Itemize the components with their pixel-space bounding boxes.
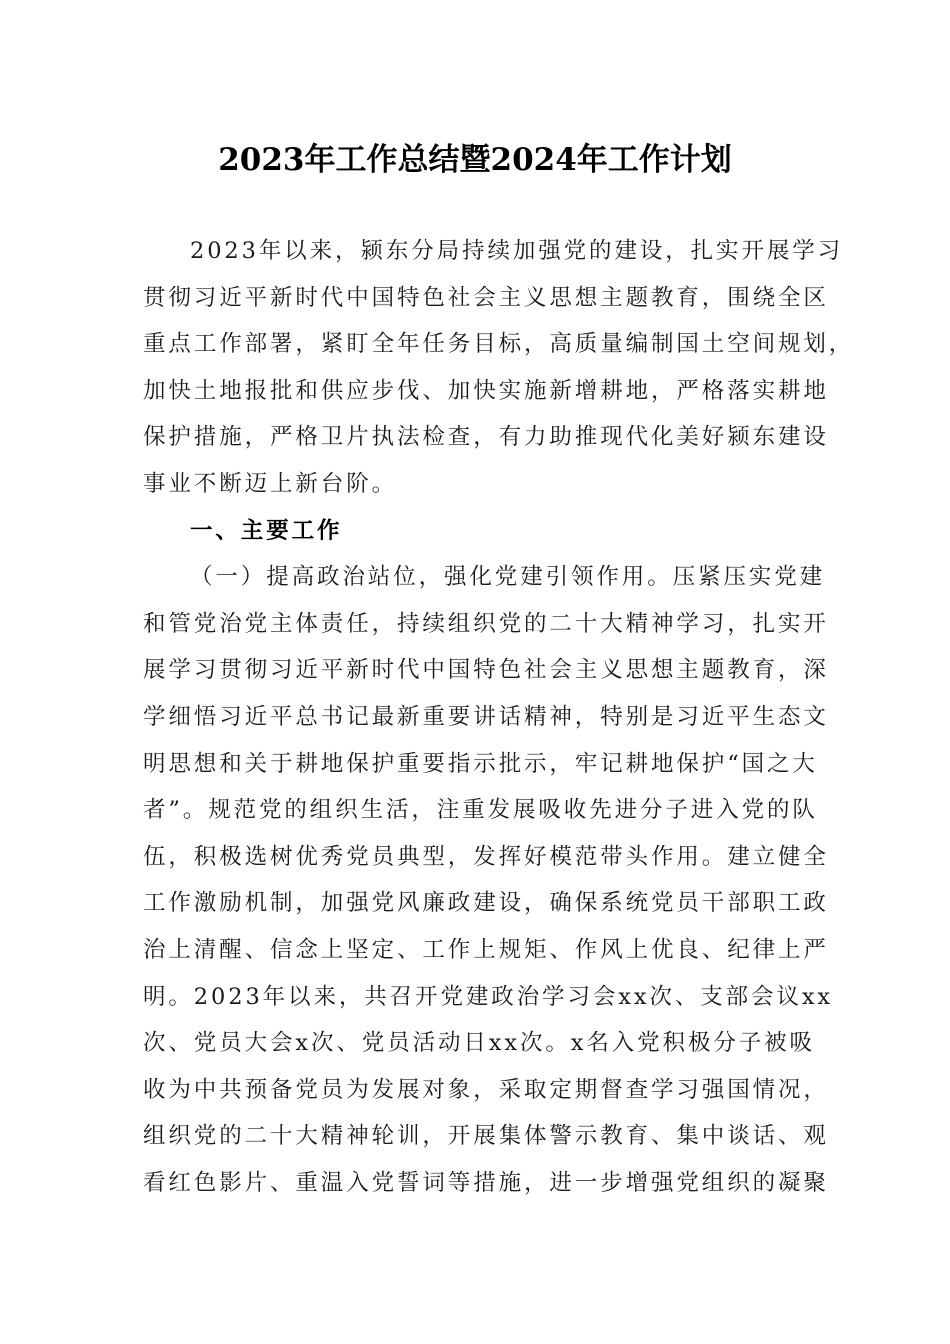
paragraph-line: 重点工作部署，紧盯全年任务目标，高质量编制国土空间规划，: [143, 331, 855, 358]
paragraph-line: 贯彻习近平新时代中国特色社会主义思想主题教育，围绕全区: [143, 284, 829, 311]
paragraph-line: 次、党员大会x次、党员活动日xx次。x名入党积极分子被吸: [143, 1030, 815, 1057]
paragraph-line: 保护措施，严格卫片执法检查，有力助推现代化美好颍东建设: [143, 424, 829, 451]
document-title: 2023年工作总结暨2024年工作计划: [218, 142, 732, 178]
paragraph-line: 2023年以来，颍东分局持续加强党的建设，扎实开展学习: [190, 238, 844, 264]
paragraph-line: 和管党治党主体责任，持续组织党的二十大精神学习，扎实开: [143, 610, 829, 637]
paragraph-line: 明思想和关于耕地保护重要指示批示，牢记耕地保护“国之大: [143, 750, 818, 777]
paragraph-line: 工作激励机制，加强党风廉政建设，确保系统党员干部职工政: [143, 890, 829, 917]
paragraph-line: 事业不断迈上新台阶。: [143, 470, 398, 497]
paragraph-line: 学细悟习近平总书记最新重要讲话精神，特别是习近平生态文: [143, 703, 829, 730]
paragraph-line: 者”。规范党的组织生活，注重发展吸收先进分子进入党的队: [143, 797, 818, 824]
document-body: [143, 228, 855, 1206]
paragraph-line: 组织党的二十大精神轮训，开展集体警示教育、集中谈话、观: [143, 1123, 829, 1150]
paragraph-line: 看红色影片、重温入党誓词等措施，进一步增强党组织的凝聚: [143, 1169, 829, 1196]
paragraph-line: 伍，积极选树优秀党员典型，发挥好模范带头作用。建立健全: [143, 843, 829, 870]
paragraph-line: 收为中共预备党员为发展对象，采取定期督查学习强国情况，: [143, 1076, 829, 1103]
section-heading: 一、主要工作: [190, 517, 343, 544]
paragraph-line: 加快土地报批和供应步伐、加快实施新增耕地，严格落实耕地: [143, 377, 829, 404]
paragraph-line: 明。2023年以来，共召开党建政治学习会xx次、支部会议xx: [143, 983, 834, 1010]
paragraph-line: 展学习贯彻习近平新时代中国特色社会主义思想主题教育，深: [143, 657, 829, 684]
paragraph-line: （一）提高政治站位，强化党建引领作用。压紧压实党建: [190, 564, 826, 591]
paragraph-line: 治上清醒、信念上坚定、工作上规矩、作风上优良、纪律上严: [143, 936, 829, 963]
